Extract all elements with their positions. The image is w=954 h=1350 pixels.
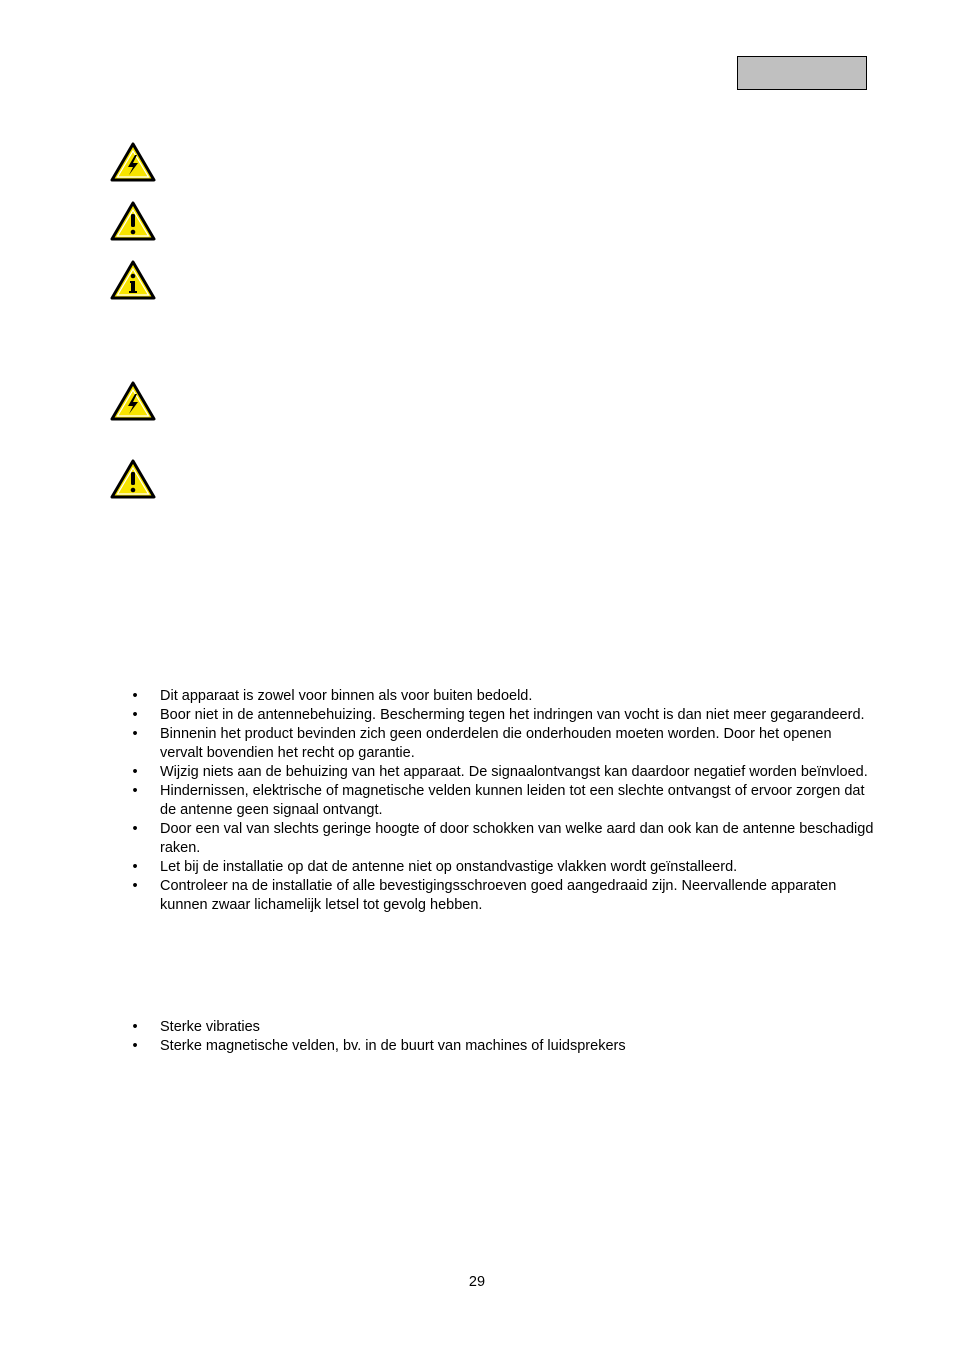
page-number: 29 (468, 1274, 486, 1290)
information-icon (110, 260, 156, 300)
list-item: • Dit apparaat is zowel voor binnen als voor buiten bedoeld. (0, 687, 954, 706)
bullet-icon: • (132, 707, 138, 723)
safety-instructions-list (0, 687, 954, 915)
language-tab-box (737, 56, 867, 90)
list-item: • Boor niet in de antennebehuizing. Bescherming tegen het indringen van vocht is dan niet meer gegarandeerd. (0, 706, 954, 725)
list-item: • Door een val van slechts geringe hoogte of door schokken van welke aard dan ook kan de antenne beschadigd raken. (0, 820, 954, 858)
list-item: • Let bij de installatie op dat de antenne niet op onstandvastige vlakken wordt geïnstalleerd. (0, 858, 954, 877)
list-item: • Binnenin het product bevinden zich geen onderdelen die onderhouden moeten worden. Door het openen vervalt bovendien het recht op garantie. (0, 725, 954, 763)
list-item: • Controleer na de installatie of alle bevestigingsschroeven goed aangedraaid zijn. Neervallende apparaten kunnen zwaar lichamelijk letsel tot gevolg hebben. (0, 877, 954, 915)
avoid-conditions-list (0, 1018, 954, 1056)
bullet-icon: • (132, 764, 138, 780)
bullet-icon: • (132, 688, 138, 704)
list-item: • Wijzig niets aan de behuizing van het apparaat. De signaalontvangst kan daardoor negatief worden beïnvloed. (0, 763, 954, 782)
electric-hazard-icon (110, 381, 156, 421)
bullet-icon: • (132, 1019, 138, 1035)
list-item: • Sterke vibraties (0, 1018, 954, 1037)
bullet-icon: • (132, 726, 138, 742)
electric-hazard-icon (110, 142, 156, 182)
bullet-icon: • (132, 1038, 138, 1054)
list-item: • Hindernissen, elektrische of magnetische velden kunnen leiden tot een slechte ontvangst of ervoor zorgen dat de antenne geen signaal ontvangt. (0, 782, 954, 820)
bullet-icon: • (132, 783, 138, 799)
warning-exclamation-icon (110, 459, 156, 499)
bullet-icon: • (132, 821, 138, 837)
list-item: • Sterke magnetische velden, bv. in de buurt van machines of luidsprekers (0, 1037, 954, 1056)
warning-exclamation-icon (110, 201, 156, 241)
bullet-icon: • (132, 878, 138, 894)
bullet-icon: • (132, 859, 138, 875)
